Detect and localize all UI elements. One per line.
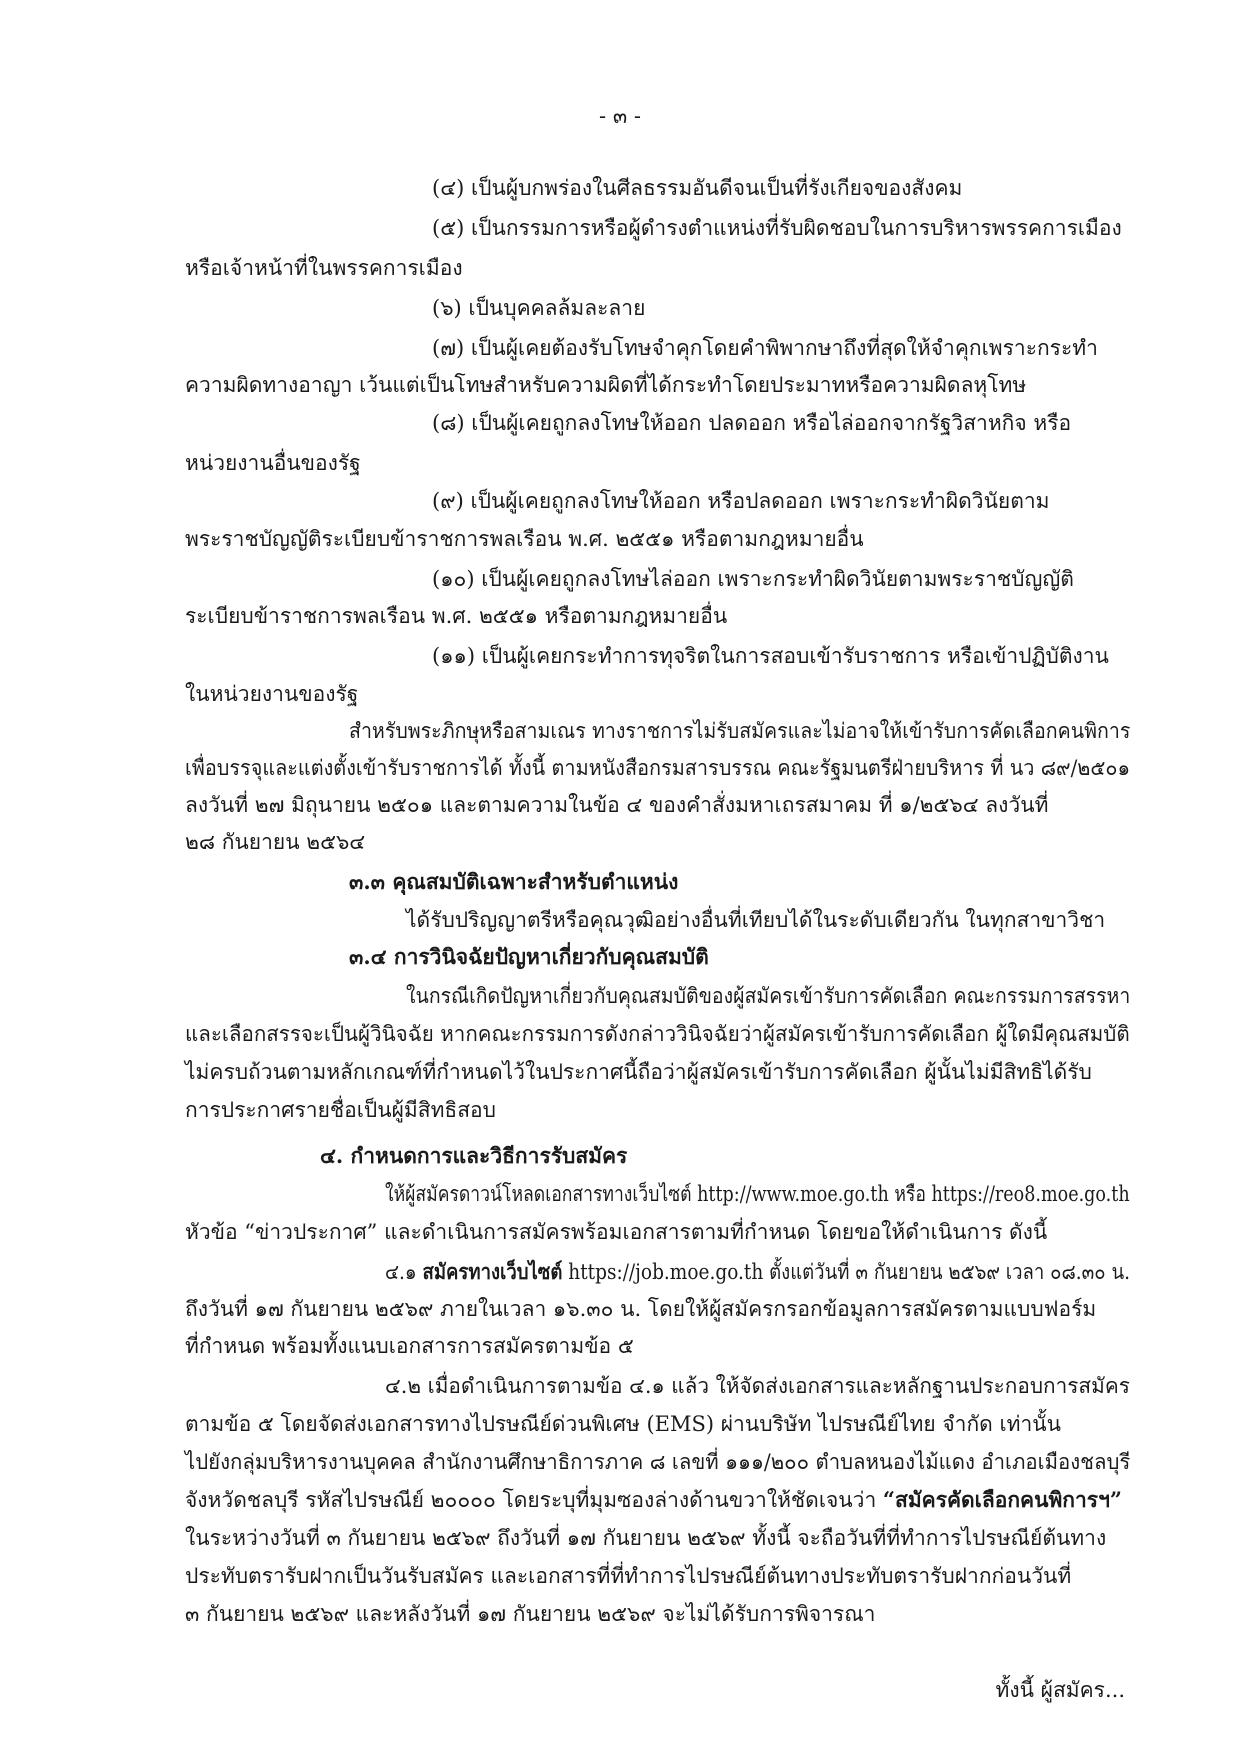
item-5-line-1: (๕) เป็นกรรมการหรือผู้ดำรงตำแหน่งที่รับผิดชอบในการบริหารพรรคการเมือง	[432, 216, 1122, 240]
section-4-line-2: หัวข้อ “ข่าวประกาศ” และดำเนินการสมัครพร้อมเอกสารตามที่กำหนด โดยขอให้ดำเนินการ ดังนี้	[185, 1220, 1048, 1244]
item-6: (๖) เป็นบุคคลล้มละลาย	[432, 296, 646, 320]
section-4-2-line-7: ๓ กันยายน ๒๕๖๙ และหลังวันที่ ๑๗ กันยายน ๒๕๖๙ จะไม่ได้รับการพิจารณา	[185, 1602, 876, 1626]
item-8-line-1: (๘) เป็นผู้เคยถูกลงโทษให้ออก ปลดออก หรือไล่ออกจากรัฐวิสาหกิจ หรือ	[432, 411, 1072, 435]
section-4-1-number: ๔.๑	[385, 1260, 423, 1284]
section-4-2-line-3: ไปยังกลุ่มบริหารงานบุคคล สำนักงานศึกษาธิการภาค ๘ เลขที่ ๑๑๑/๒๐๐ ตำบลหนองไม้แดง อำเภอเมืองชลบุรี	[185, 1450, 1131, 1474]
section-4-2-line-5: ในระหว่างวันที่ ๓ กันยายน ๒๕๖๙ ถึงวันที่ ๑๗ กันยายน ๒๕๖๙ ทั้งนี้ จะถือวันที่ที่ทำการไปรษณีย์ต้นทาง	[185, 1526, 1107, 1550]
item-9-line-2: พระราชบัญญัติระเบียบข้าราชการพลเรือน พ.ศ. ๒๕๕๑ หรือตามกฎหมายอื่น	[185, 527, 864, 551]
section-4-1-line-2: ถึงวันที่ ๑๗ กันยายน ๒๕๖๙ ภายในเวลา ๑๖.๓๐ น. โดยให้ผู้สมัครกรอกข้อมูลการสมัครตามแบบฟอร์ม	[185, 1297, 1097, 1321]
monks-para-line-4: ๒๘ กันยายน ๒๕๖๔	[185, 830, 366, 854]
section-4-2-line-6: ประทับตรารับฝากเป็นวันรับสมัคร และเอกสารที่ที่ทำการไปรษณีย์ต้นทางประทับตรารับฝากก่อนวันที่	[185, 1564, 1072, 1588]
section-3-4-line-2: และเลือกสรรจะเป็นผู้วินิจฉัย หากคณะกรรมการดังกล่าววินิจฉัยว่าผู้สมัครเข้ารับการคัดเลือก ผู้ใดมีคุณสมบัติ	[185, 1022, 1130, 1046]
item-5-line-2: หรือเจ้าหน้าที่ในพรรคการเมือง	[185, 256, 463, 280]
monks-para-line-1: สำหรับพระภิกษุหรือสามเณร ทางราชการไม่รับสมัครและไม่อาจให้เข้ารับการคัดเลือกคนพิการ	[349, 719, 1131, 743]
monks-para-line-2: เพื่อบรรจุและแต่งตั้งเข้ารับราชการได้ ทั้งนี้ ตามหนังสือกรมสารบรรณ คณะรัฐมนตรีฝ่ายบริหาร ที่ นว ๘๙/๒๕๐๑	[185, 756, 1131, 780]
section-3-3-heading: ๓.๓ คุณสมบัติเฉพาะสำหรับตำแหน่ง	[349, 869, 679, 894]
section-4-2-line-1: ๔.๒ เมื่อดำเนินการตามข้อ ๔.๑ แล้ว ให้จัดส่งเอกสารและหลักฐานประกอบการสมัคร	[385, 1374, 1130, 1398]
section-4-1-title: สมัครทางเว็บไซต์	[422, 1259, 563, 1284]
section-4-line-1: ให้ผู้สมัครดาวน์โหลดเอกสารทางเว็บไซต์ http://www.moe.go.th หรือ https://reo8.moe.go.th	[385, 1182, 1130, 1206]
section-4-2-line-2: ตามข้อ ๕ โดยจัดส่งเอกสารทางไปรษณีย์ด่วนพิเศษ (EMS) ผ่านบริษัท ไปรษณีย์ไทย จำกัด เท่านั้น	[185, 1412, 1061, 1436]
section-3-4-line-3: ไม่ครบถ้วนตามหลักเกณฑ์ที่กำหนดไว้ในประกาศนี้ถือว่าผู้สมัครเข้ารับการคัดเลือก ผู้นั้นไม่มีสิทธิได้รับ	[185, 1060, 1092, 1084]
section-3-3-body: ได้รับปริญญาตรีหรือคุณวุฒิอย่างอื่นที่เทียบได้ในระดับเดียวกัน ในทุกสาขาวิชา	[406, 908, 1106, 932]
item-10-line-2: ระเบียบข้าราชการพลเรือน พ.ศ. ๒๕๕๑ หรือตามกฎหมายอื่น	[185, 604, 728, 628]
continuation-text: ทั้งนี้ ผู้สมัคร...	[995, 1678, 1125, 1702]
section-3-4-line-1: ในกรณีเกิดปัญหาเกี่ยวกับคุณสมบัติของผู้สมัครเข้ารับการคัดเลือก คณะกรรมการสรรหา	[406, 984, 1131, 1008]
section-4-heading: ๔. กำหนดการและวิธีการรับสมัคร	[320, 1143, 628, 1168]
item-11-line-1: (๑๑) เป็นผู้เคยกระทำการทุจริตในการสอบเข้ารับราชการ หรือเข้าปฏิบัติงาน	[432, 644, 1109, 668]
section-4-1-rest: https://job.moe.go.th ตั้งแต่วันที่ ๓ กันยายน ๒๕๖๙ เวลา ๐๘.๓๐ น.	[562, 1260, 1131, 1284]
item-8-line-2: หน่วยงานอื่นของรัฐ	[185, 451, 361, 475]
section-4-2-line-4	[185, 1484, 1122, 1516]
section-4-1-line-1	[385, 1256, 1130, 1288]
item-7-line-2: ความผิดทางอาญา เว้นแต่เป็นโทษสำหรับความผิดที่ได้กระทำโดยประมาทหรือความผิดลหุโทษ	[185, 373, 1027, 397]
item-4: (๔) เป็นผู้บกพร่องในศีลธรรมอันดีจนเป็นที่รังเกียจของสังคม	[432, 176, 963, 200]
section-4-2-line-4-text: จังหวัดชลบุรี รหัสไปรษณีย์ ๒๐๐๐๐ โดยระบุที่มุมซองล่างด้านขวาให้ชัดเจนว่า	[185, 1488, 883, 1512]
page-number: - ๓ -	[599, 104, 641, 128]
item-10-line-1: (๑๐) เป็นผู้เคยถูกลงโทษไล่ออก เพราะกระทำผิดวินัยตามพระราชบัญญัติ	[432, 567, 1074, 591]
section-3-4-line-4: การประกาศรายชื่อเป็นผู้มีสิทธิสอบ	[185, 1098, 497, 1122]
item-9-line-1: (๙) เป็นผู้เคยถูกลงโทษให้ออก หรือปลดออก เพราะกระทำผิดวินัยตาม	[432, 489, 1050, 513]
item-11-line-2: ในหน่วยงานของรัฐ	[185, 682, 359, 706]
section-3-4-heading: ๓.๔ การวินิจฉัยปัญหาเกี่ยวกับคุณสมบัติ	[349, 944, 709, 969]
envelope-label: “สมัครคัดเลือกคนพิการฯ”	[882, 1487, 1122, 1512]
monks-para-line-3: ลงวันที่ ๒๗ มิถุนายน ๒๕๐๑ และตามความในข้อ ๔ ของคำสั่งมหาเถรสมาคม ที่ ๑/๒๕๖๔ ลงวันที่	[185, 793, 1049, 817]
item-7-line-1: (๗) เป็นผู้เคยต้องรับโทษจำคุกโดยคำพิพากษาถึงที่สุดให้จำคุกเพราะกระทำ	[432, 336, 1098, 360]
section-4-1-line-3: ที่กำหนด พร้อมทั้งแนบเอกสารการสมัครตามข้อ ๕	[185, 1334, 634, 1358]
